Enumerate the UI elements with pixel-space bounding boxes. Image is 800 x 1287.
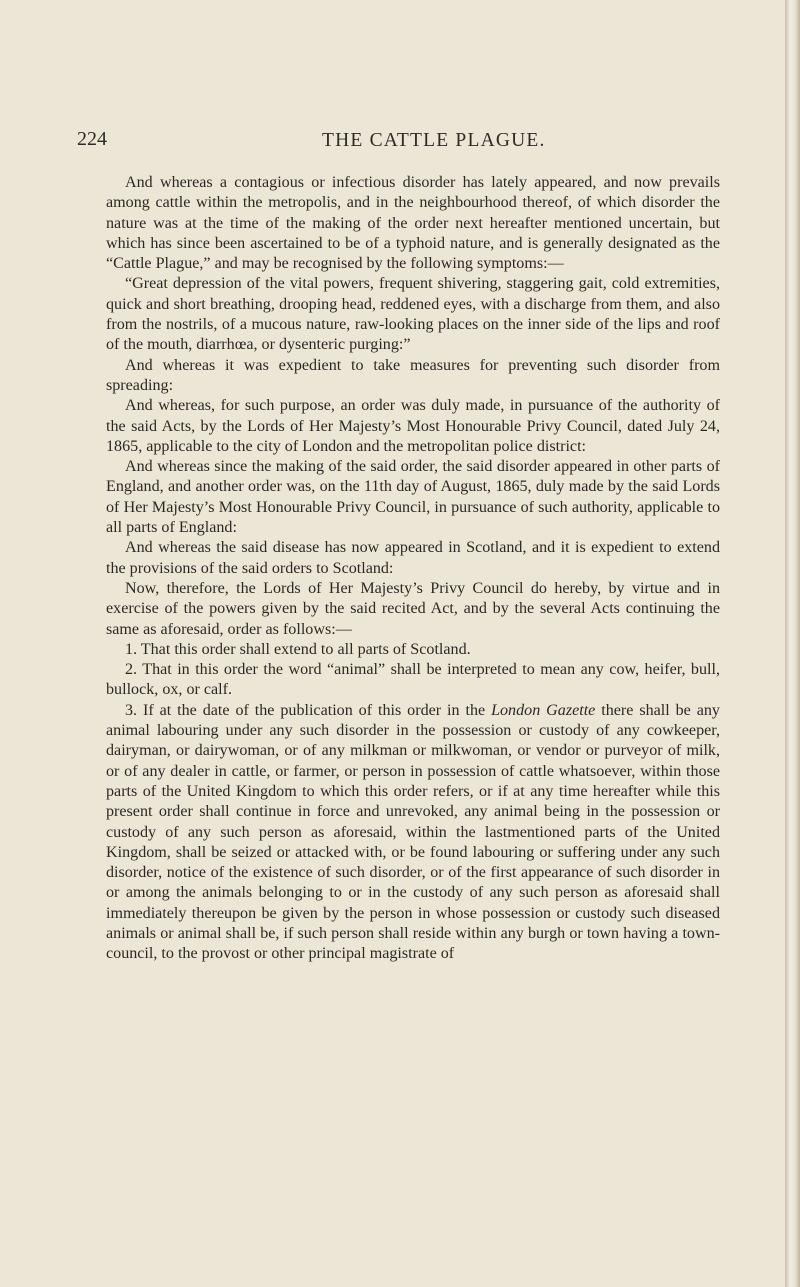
running-head: THE CATTLE PLAGUE. xyxy=(322,130,546,151)
paragraph: And whereas the said disease has now appeared in Scotland, and it is expedient to extend the provisions of the said orders to Scotland: xyxy=(106,539,720,577)
paragraph: Now, therefore, the Lords of Her Majesty’s Privy Council do hereby, by virtue and in exercise of the powers given by the said recited Act, and by the several Acts continuing the same as aforesaid, order as follows:— xyxy=(106,579,720,638)
gazette-title: London Gazette xyxy=(491,701,596,719)
paragraph-3 xyxy=(106,701,720,965)
paragraph: And whereas a contagious or infectious disorder has lately appeared, and now prevails among cattle within the metropolis, and in the neighbourhood thereof, of which disorder the nature was at the time of the making of the order next hereafter mentioned uncertain, but which has since been ascertained to be of a typhoid nature, and is generally designated as the “Cattle Plague,” and may be recognised by the following symptoms:— xyxy=(106,174,720,273)
body-text xyxy=(106,173,720,965)
paragraph: 2. That in this order the word “animal” shall be interpreted to mean any cow, heifer, bull, bullock, ox, or calf. xyxy=(106,661,720,699)
paragraph: And whereas, for such purpose, an order was duly made, in pursuance of the authority of the said Acts, by the Lords of Her Majesty’s Most Honourable Privy Council, dated July 24, 1865, applicable to the city of London and the metropolitan police district: xyxy=(106,397,720,455)
page-header xyxy=(0,128,785,158)
page-number: 224 xyxy=(77,128,107,150)
paragraph: “Great depression of the vital powers, frequent shivering, staggering gait, cold extremities, quick and short breathing, drooping head, reddened eyes, with a discharge from them, and also from the nostrils, of a mucous nature, raw-looking places on the inner side of the lips and roof of the mouth, diarrhœa, or dysenteric purging:” xyxy=(106,275,720,354)
paragraph: And whereas since the making of the said order, the said disorder appeared in other parts of England, and another order was, on the 11th day of August, 1865, duly made by the said Lords of Her Majesty’s Most Honourable Privy Council, in pursuance of such authority, applicable to all parts of England: xyxy=(106,458,720,537)
paragraph-3-rest: there shall be any animal labouring under any such disorder in the possession or custody of any cowkeeper, dairyman, or dairywoman, or of any milkman or milkwoman, or vendor or purveyor of milk, or of any dealer in cattle, or farmer, or person in possession of cattle whatsoever, within those parts of the United Kingdom to which this order refers, or if at any time hereafter while this present order shall continue in force and unrevoked, any animal being in the possession or custody of any such person as aforesaid, within the lastmentioned parts of the United Kingdom, shall be seized or attacked with, or be found labouring or suffering under any such disorder, notice of the existence of such disorder, or of the first appearance of such disorder in or among the animals belonging to or in the custody of any such person as aforesaid shall immediately thereupon be given by the person in whose possession or custody such diseased animals or animal shall be, if such person shall reside within any burgh or town having a town-council, to the provost or other principal magistrate of xyxy=(106,701,720,963)
page-edge xyxy=(785,0,800,1287)
paragraph-3-start: 3. If at the date of the publication of this order in the xyxy=(125,701,492,719)
paragraph: 1. That this order shall extend to all parts of Scotland. xyxy=(125,640,471,658)
paragraph: And whereas it was expedient to take measures for preventing such disorder from spreading: xyxy=(106,356,720,394)
